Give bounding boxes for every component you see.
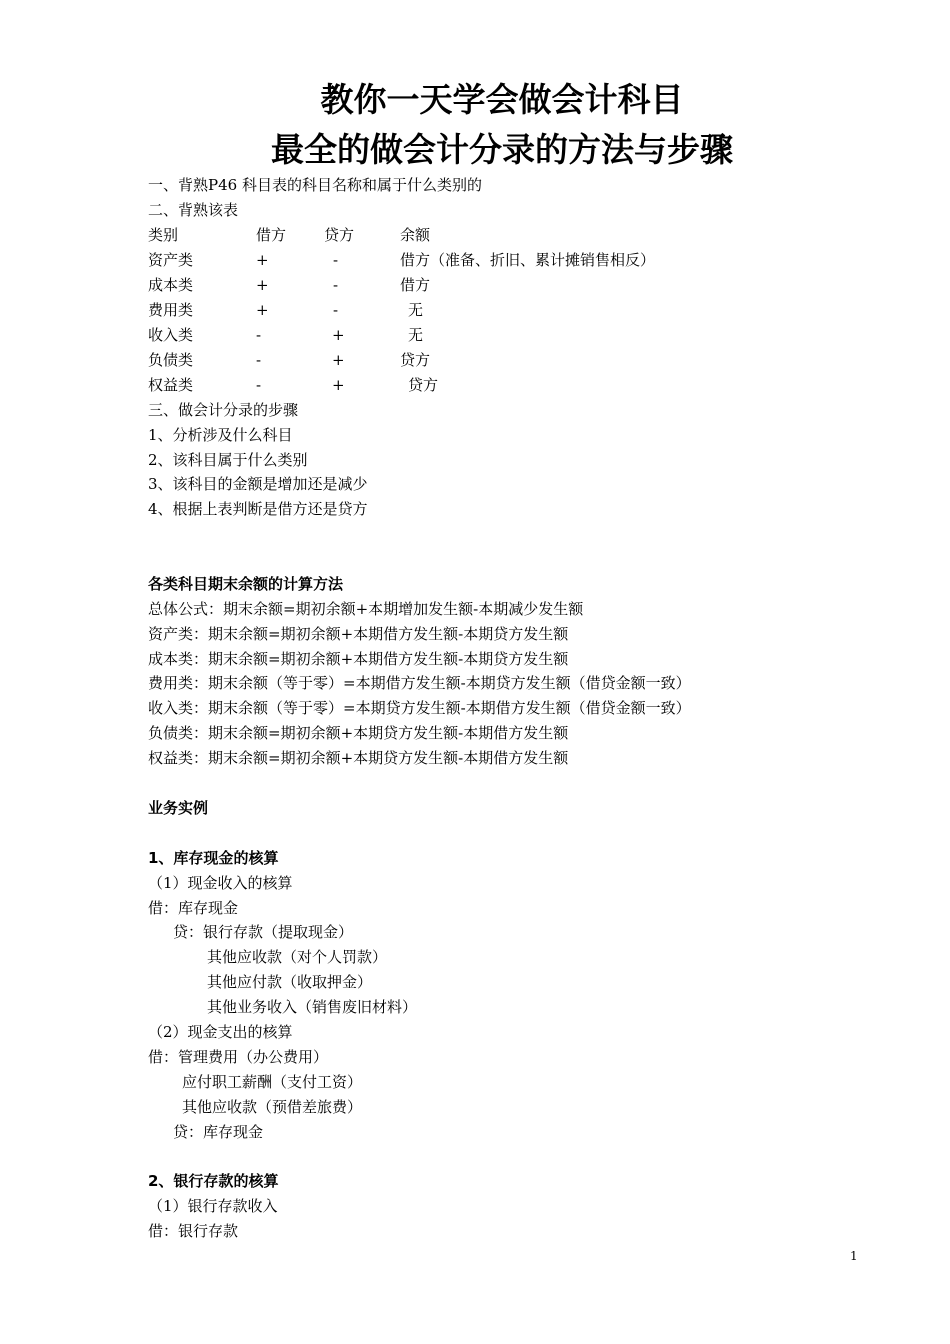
- table-cell: +: [332, 326, 345, 344]
- table-header-debit: 借方: [256, 226, 287, 244]
- list-item: 3、该科目的金额是增加还是减少: [148, 475, 368, 493]
- table-cell: -: [256, 376, 262, 394]
- table-cell: 资产类: [148, 251, 194, 269]
- formula-line: 收入类：期末余额（等于零）=本期贷方发生额-本期借方发生额（借贷金额一致）: [148, 699, 691, 717]
- table-cell: 成本类: [148, 276, 194, 294]
- entry-line: 其他应收款（预借差旅费）: [182, 1098, 363, 1116]
- balance-heading: 各类科目期末余额的计算方法: [148, 575, 344, 593]
- list-item: 1、分析涉及什么科目: [148, 426, 293, 444]
- cash-receipt-heading: （1）现金收入的核算: [148, 874, 293, 892]
- table-cell: -: [333, 301, 339, 319]
- table-cell: +: [256, 251, 269, 269]
- page-number: 1: [850, 1249, 858, 1263]
- formula-line: 总体公式：期末余额=期初余额+本期增加发生额-本期减少发生额: [148, 600, 584, 618]
- table-cell: 负债类: [148, 351, 194, 369]
- cash-heading: 1、库存现金的核算: [148, 849, 279, 867]
- steps-heading: 三、做会计分录的步骤: [148, 401, 299, 419]
- table-cell: +: [332, 376, 345, 394]
- intro-item-2: 二、背熟该表: [148, 201, 239, 219]
- cash-payment-heading: （2）现金支出的核算: [148, 1023, 293, 1041]
- table-header-category: 类别: [148, 226, 179, 244]
- table-cell: 借方: [400, 276, 431, 294]
- formula-line: 成本类：期末余额=期初余额+本期借方发生额-本期贷方发生额: [148, 650, 569, 668]
- table-cell: -: [256, 351, 262, 369]
- list-item: 4、根据上表判断是借方还是贷方: [148, 500, 368, 518]
- entry-line: 其他业务收入（销售废旧材料）: [207, 998, 418, 1016]
- table-cell: 无: [408, 326, 424, 344]
- formula-line: 负债类：期末余额=期初余额+本期贷方发生额-本期借方发生额: [148, 724, 569, 742]
- formula-line: 权益类：期末余额=期初余额+本期贷方发生额-本期借方发生额: [148, 749, 569, 767]
- entry-line: 贷：银行存款（提取现金）: [173, 923, 354, 941]
- title-line-2: 最全的做会计分录的方法与步骤: [271, 130, 733, 169]
- table-cell: -: [333, 251, 339, 269]
- entry-line: 借：库存现金: [148, 899, 239, 917]
- table-cell: 权益类: [148, 376, 194, 394]
- table-cell: +: [332, 351, 345, 369]
- entry-line: 其他应收款（对个人罚款）: [207, 948, 388, 966]
- entry-line: 借：管理费用（办公费用）: [148, 1048, 329, 1066]
- table-cell: -: [333, 276, 339, 294]
- intro-item-1: 一、背熟P46 科目表的科目名称和属于什么类别的: [148, 176, 482, 194]
- bank-heading: 2、银行存款的核算: [148, 1172, 279, 1190]
- table-cell: 收入类: [148, 326, 194, 344]
- table-cell: 贷方: [400, 351, 431, 369]
- table-header-credit: 贷方: [324, 226, 355, 244]
- bank-receipt-heading: （1）银行存款收入: [148, 1197, 278, 1215]
- formula-line: 资产类：期末余额=期初余额+本期借方发生额-本期贷方发生额: [148, 625, 569, 643]
- formula-line: 费用类：期末余额（等于零）=本期借方发生额-本期贷方发生额（借贷金额一致）: [148, 674, 691, 692]
- table-cell: +: [256, 276, 269, 294]
- list-item: 2、该科目属于什么类别: [148, 451, 308, 469]
- table-cell: +: [256, 301, 269, 319]
- entry-line: 贷：库存现金: [173, 1123, 264, 1141]
- table-header-balance: 余额: [400, 226, 431, 244]
- table-cell: 费用类: [148, 301, 194, 319]
- entry-line: 应付职工薪酬（支付工资）: [182, 1073, 363, 1091]
- table-cell: 贷方: [408, 376, 439, 394]
- table-cell: 借方（准备、折旧、累计摊销售相反）: [400, 251, 656, 269]
- table-cell: -: [256, 326, 262, 344]
- title-line-1: 教你一天学会做会计科目: [320, 80, 684, 119]
- table-cell: 无: [408, 301, 424, 319]
- entry-line: 借：银行存款: [148, 1222, 239, 1240]
- examples-heading: 业务实例: [148, 799, 209, 817]
- entry-line: 其他应付款（收取押金）: [207, 973, 373, 991]
